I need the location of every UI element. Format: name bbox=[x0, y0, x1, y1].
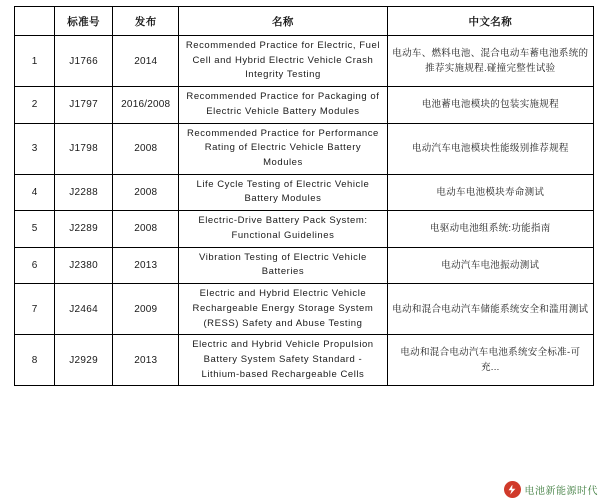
standards-table bbox=[14, 6, 594, 386]
cell-published: 2008 bbox=[113, 123, 179, 174]
table-row bbox=[15, 174, 594, 210]
table-row bbox=[15, 247, 594, 283]
column-header-chinese-name: 中文名称 bbox=[387, 7, 593, 36]
cell-name: Electric and Hybrid Vehicle Propulsion Battery System Safety Standard - Lithium-based Rechargeable Cells bbox=[179, 335, 387, 386]
cell-index: 8 bbox=[15, 335, 55, 386]
column-header-published: 发布 bbox=[113, 7, 179, 36]
cell-index: 6 bbox=[15, 247, 55, 283]
cell-chinese-name: 电驱动电池组系统:功能指南 bbox=[387, 211, 593, 247]
cell-name: Vibration Testing of Electric Vehicle Batteries bbox=[179, 247, 387, 283]
cell-index: 3 bbox=[15, 123, 55, 174]
cell-index: 2 bbox=[15, 87, 55, 123]
table-row bbox=[15, 87, 594, 123]
cell-chinese-name: 电动和混合电动汽车储能系统安全和滥用测试 bbox=[387, 284, 593, 335]
cell-standard-number: J2380 bbox=[55, 247, 113, 283]
cell-index: 1 bbox=[15, 36, 55, 87]
cell-index: 4 bbox=[15, 174, 55, 210]
table-row bbox=[15, 211, 594, 247]
cell-standard-number: J1766 bbox=[55, 36, 113, 87]
watermark-label: 电池新能源时代 bbox=[524, 486, 598, 497]
cell-published: 2014 bbox=[113, 36, 179, 87]
cell-standard-number: J2289 bbox=[55, 211, 113, 247]
cell-chinese-name: 电动汽车电池振动测试 bbox=[387, 247, 593, 283]
column-header-standard-number: 标准号 bbox=[55, 7, 113, 36]
table-body bbox=[15, 36, 594, 386]
watermark bbox=[504, 481, 599, 498]
cell-standard-number: J2464 bbox=[55, 284, 113, 335]
document-page bbox=[0, 6, 608, 502]
cell-chinese-name: 电动车电池模块寿命测试 bbox=[387, 174, 593, 210]
cell-index: 7 bbox=[15, 284, 55, 335]
cell-name: Recommended Practice for Electric, Fuel Cell and Hybrid Electric Vehicle Crash Integrity Testing bbox=[179, 36, 387, 87]
cell-published: 2016/2008 bbox=[113, 87, 179, 123]
cell-standard-number: J1797 bbox=[55, 87, 113, 123]
column-header-index bbox=[15, 7, 55, 36]
cell-standard-number: J2929 bbox=[55, 335, 113, 386]
cell-standard-number: J2288 bbox=[55, 174, 113, 210]
table-row bbox=[15, 36, 594, 87]
table-row bbox=[15, 284, 594, 335]
cell-published: 2013 bbox=[113, 335, 179, 386]
cell-chinese-name: 电动和混合电动汽车电池系统安全标准-可充... bbox=[387, 335, 593, 386]
cell-chinese-name: 电动车、燃料电池、混合电动车蓄电池系统的推荐实施规程.碰撞完整性试验 bbox=[387, 36, 593, 87]
cell-name: Electric-Drive Battery Pack System: Functional Guidelines bbox=[179, 211, 387, 247]
cell-name: Recommended Practice for Performance Rating of Electric Vehicle Battery Modules bbox=[179, 123, 387, 174]
cell-published: 2013 bbox=[113, 247, 179, 283]
cell-name: Electric and Hybrid Electric Vehicle Rechargeable Energy Storage System (RESS) Safety and Abuse Testing bbox=[179, 284, 387, 335]
cell-index: 5 bbox=[15, 211, 55, 247]
cell-name: Recommended Practice for Packaging of Electric Vehicle Battery Modules bbox=[179, 87, 387, 123]
lightning-bolt-icon bbox=[504, 481, 521, 498]
table-row bbox=[15, 335, 594, 386]
cell-chinese-name: 电动汽车电池模块性能级别推荐规程 bbox=[387, 123, 593, 174]
table-row bbox=[15, 123, 594, 174]
cell-standard-number: J1798 bbox=[55, 123, 113, 174]
column-header-name: 名称 bbox=[179, 7, 387, 36]
cell-published: 2009 bbox=[113, 284, 179, 335]
cell-chinese-name: 电池蓄电池模块的包装实施规程 bbox=[387, 87, 593, 123]
cell-name: Life Cycle Testing of Electric Vehicle Battery Modules bbox=[179, 174, 387, 210]
table-header-row bbox=[15, 7, 594, 36]
cell-published: 2008 bbox=[113, 174, 179, 210]
cell-published: 2008 bbox=[113, 211, 179, 247]
table-header bbox=[15, 7, 594, 36]
